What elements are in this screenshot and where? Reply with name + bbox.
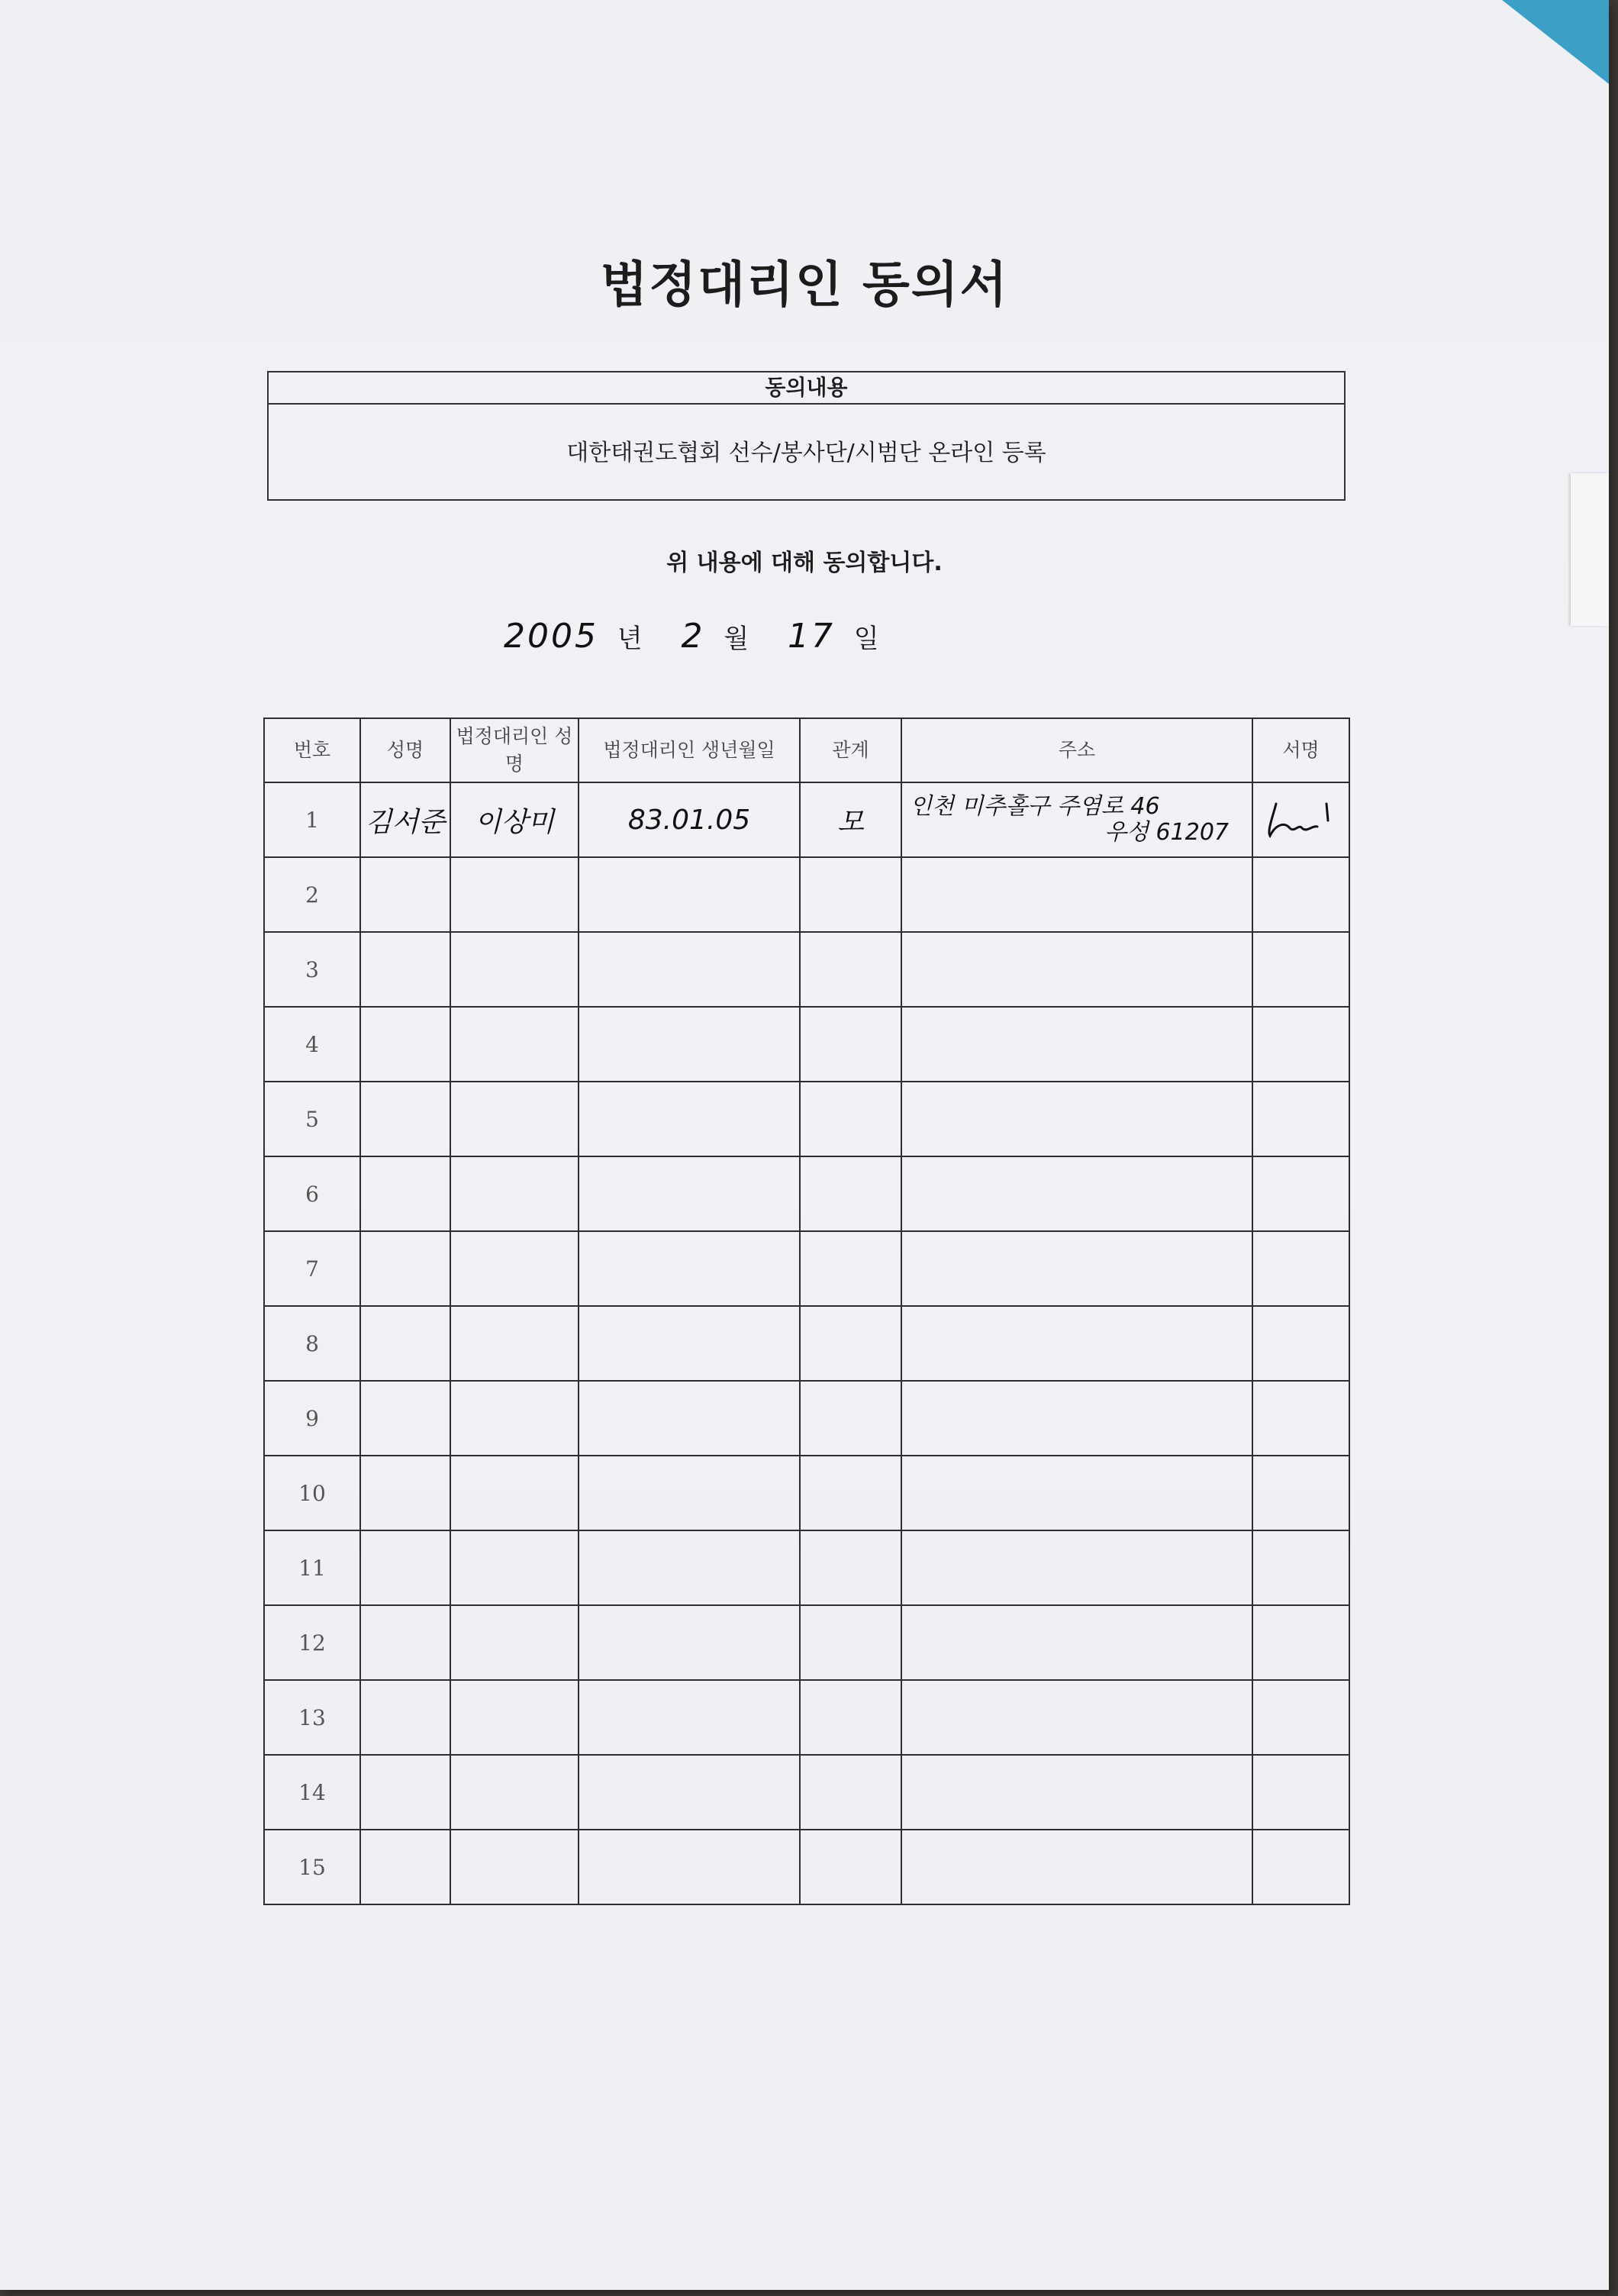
row-guardian-name bbox=[450, 1456, 579, 1530]
row-signature bbox=[1252, 1007, 1349, 1082]
header-guardian-name: 법정대리인 성명 bbox=[450, 718, 579, 782]
row-guardian-name: 이상미 bbox=[450, 782, 579, 857]
row-guardian-name bbox=[450, 1830, 579, 1904]
row-no: 2 bbox=[264, 857, 360, 932]
row-relation bbox=[800, 857, 901, 932]
header-signature: 서명 bbox=[1252, 718, 1349, 782]
table-header-row bbox=[264, 718, 1349, 782]
row-signature bbox=[1252, 782, 1349, 857]
row-signature bbox=[1252, 1156, 1349, 1231]
row-guardian-name bbox=[450, 1231, 579, 1306]
row-address bbox=[901, 1456, 1252, 1530]
row-relation bbox=[800, 1306, 901, 1381]
guardian-table bbox=[263, 718, 1350, 1905]
row-address bbox=[901, 1605, 1252, 1680]
row-guardian-name bbox=[450, 1306, 579, 1381]
row-relation bbox=[800, 1530, 901, 1605]
row-guardian-birth bbox=[579, 1456, 800, 1530]
row-guardian-birth bbox=[579, 1082, 800, 1156]
consent-header: 동의내용 bbox=[269, 372, 1344, 405]
row-guardian-name bbox=[450, 932, 579, 1007]
row-signature bbox=[1252, 1231, 1349, 1306]
empty-rows bbox=[264, 857, 1349, 1904]
row-guardian-birth bbox=[579, 1156, 800, 1231]
row-guardian-birth bbox=[579, 1680, 800, 1755]
row-no: 1 bbox=[264, 782, 360, 857]
row-guardian-name bbox=[450, 1755, 579, 1830]
row-address bbox=[901, 1007, 1252, 1082]
header-relation: 관계 bbox=[800, 718, 901, 782]
table-row bbox=[264, 1007, 1349, 1082]
row-address-line1: 인천 미추홀구 주염로 46 bbox=[910, 793, 1160, 820]
row-signature bbox=[1252, 1082, 1349, 1156]
row-guardian-birth bbox=[579, 1830, 800, 1904]
date-year-unit: 년 bbox=[617, 624, 643, 654]
row-relation bbox=[800, 1755, 901, 1830]
table-row bbox=[264, 1381, 1349, 1456]
row-address bbox=[901, 1306, 1252, 1381]
table-row bbox=[264, 1306, 1349, 1381]
row-guardian-birth bbox=[579, 857, 800, 932]
row-signature bbox=[1252, 1680, 1349, 1755]
guardian-table-wrapper bbox=[263, 718, 1349, 1905]
row-name bbox=[360, 1755, 450, 1830]
row-guardian-name bbox=[450, 1381, 579, 1456]
row-name bbox=[360, 1381, 450, 1456]
row-address bbox=[901, 1755, 1252, 1830]
row-name bbox=[360, 932, 450, 1007]
table-row bbox=[264, 1082, 1349, 1156]
row-relation: 모 bbox=[800, 782, 901, 857]
row-no: 13 bbox=[264, 1680, 360, 1755]
table-row bbox=[264, 1680, 1349, 1755]
row-name bbox=[360, 1830, 450, 1904]
row-guardian-name bbox=[450, 1680, 579, 1755]
row-guardian-birth bbox=[579, 1231, 800, 1306]
row-address bbox=[901, 857, 1252, 932]
table-row bbox=[264, 1755, 1349, 1830]
row-signature bbox=[1252, 1605, 1349, 1680]
handwritten-signature bbox=[1259, 793, 1343, 846]
row-no: 9 bbox=[264, 1381, 360, 1456]
row-no: 7 bbox=[264, 1231, 360, 1306]
table-row bbox=[264, 1605, 1349, 1680]
row-no: 15 bbox=[264, 1830, 360, 1904]
row-address bbox=[901, 782, 1252, 857]
row-relation bbox=[800, 1680, 901, 1755]
header-name: 성명 bbox=[360, 718, 450, 782]
date-line bbox=[504, 617, 910, 656]
row-no: 4 bbox=[264, 1007, 360, 1082]
row-guardian-name bbox=[450, 857, 579, 932]
row-name bbox=[360, 1156, 450, 1231]
row-no: 12 bbox=[264, 1605, 360, 1680]
table-row bbox=[264, 1231, 1349, 1306]
date-year: 2005 bbox=[504, 617, 598, 656]
row-guardian-birth: 83.01.05 bbox=[579, 782, 800, 857]
row-name: 김서준 bbox=[360, 782, 450, 857]
row-name bbox=[360, 1007, 450, 1082]
row-no: 3 bbox=[264, 932, 360, 1007]
row-no: 11 bbox=[264, 1530, 360, 1605]
row-name bbox=[360, 1456, 450, 1530]
row-address bbox=[901, 1830, 1252, 1904]
row-address-line2: 우성 61207 bbox=[1104, 819, 1229, 846]
row-guardian-birth bbox=[579, 1381, 800, 1456]
row-guardian-birth bbox=[579, 1007, 800, 1082]
row-relation bbox=[800, 932, 901, 1007]
consent-content: 대한태권도협회 선수/봉사단/시범단 온라인 등록 bbox=[566, 440, 1046, 466]
row-relation bbox=[800, 1381, 901, 1456]
row-no: 10 bbox=[264, 1456, 360, 1530]
row-relation bbox=[800, 1082, 901, 1156]
row-name bbox=[360, 1082, 450, 1156]
row-address bbox=[901, 1082, 1252, 1156]
row-name bbox=[360, 857, 450, 932]
date-month: 2 bbox=[681, 617, 705, 656]
row-guardian-birth bbox=[579, 1306, 800, 1381]
row-no: 8 bbox=[264, 1306, 360, 1381]
date-day-unit: 일 bbox=[853, 624, 879, 654]
row-name bbox=[360, 1605, 450, 1680]
row-guardian-name bbox=[450, 1530, 579, 1605]
row-guardian-name bbox=[450, 1156, 579, 1231]
table-row bbox=[264, 782, 1349, 857]
row-signature bbox=[1252, 857, 1349, 932]
row-address bbox=[901, 932, 1252, 1007]
header-address: 주소 bbox=[901, 718, 1252, 782]
consent-content-box bbox=[267, 371, 1346, 501]
row-name bbox=[360, 1680, 450, 1755]
row-guardian-name bbox=[450, 1082, 579, 1156]
row-relation bbox=[800, 1156, 901, 1231]
row-guardian-birth bbox=[579, 932, 800, 1007]
row-no: 14 bbox=[264, 1755, 360, 1830]
date-day: 17 bbox=[787, 617, 835, 656]
table-row bbox=[264, 1830, 1349, 1904]
row-guardian-birth bbox=[579, 1530, 800, 1605]
document-title: 법정대리인 동의서 bbox=[600, 257, 1009, 314]
agree-statement: 위 내용에 대해 동의합니다. bbox=[666, 550, 943, 576]
row-address bbox=[901, 1530, 1252, 1605]
row-name bbox=[360, 1306, 450, 1381]
row-signature bbox=[1252, 1755, 1349, 1830]
row-guardian-name bbox=[450, 1007, 579, 1082]
header-no: 번호 bbox=[264, 718, 360, 782]
row-signature bbox=[1252, 1306, 1349, 1381]
row-relation bbox=[800, 1605, 901, 1680]
row-name bbox=[360, 1231, 450, 1306]
row-name bbox=[360, 1530, 450, 1605]
row-relation bbox=[800, 1007, 901, 1082]
row-address bbox=[901, 1231, 1252, 1306]
row-relation bbox=[800, 1456, 901, 1530]
row-signature bbox=[1252, 1830, 1349, 1904]
row-relation bbox=[800, 1231, 901, 1306]
row-signature bbox=[1252, 1456, 1349, 1530]
row-signature bbox=[1252, 1530, 1349, 1605]
row-no: 6 bbox=[264, 1156, 360, 1231]
table-row bbox=[264, 1156, 1349, 1231]
row-relation bbox=[800, 1830, 901, 1904]
row-address bbox=[901, 1156, 1252, 1231]
table-row bbox=[264, 1530, 1349, 1605]
row-address bbox=[901, 1680, 1252, 1755]
table-row bbox=[264, 1456, 1349, 1530]
table-row bbox=[264, 932, 1349, 1007]
blue-corner-object bbox=[1456, 0, 1609, 84]
row-guardian-name bbox=[450, 1605, 579, 1680]
row-address bbox=[901, 1381, 1252, 1456]
row-guardian-birth bbox=[579, 1605, 800, 1680]
row-no: 5 bbox=[264, 1082, 360, 1156]
row-signature bbox=[1252, 932, 1349, 1007]
table-row bbox=[264, 857, 1349, 932]
row-signature bbox=[1252, 1381, 1349, 1456]
date-month-unit: 월 bbox=[724, 624, 749, 654]
header-guardian-birth: 법정대리인 생년월일 bbox=[579, 718, 800, 782]
row-guardian-birth bbox=[579, 1755, 800, 1830]
